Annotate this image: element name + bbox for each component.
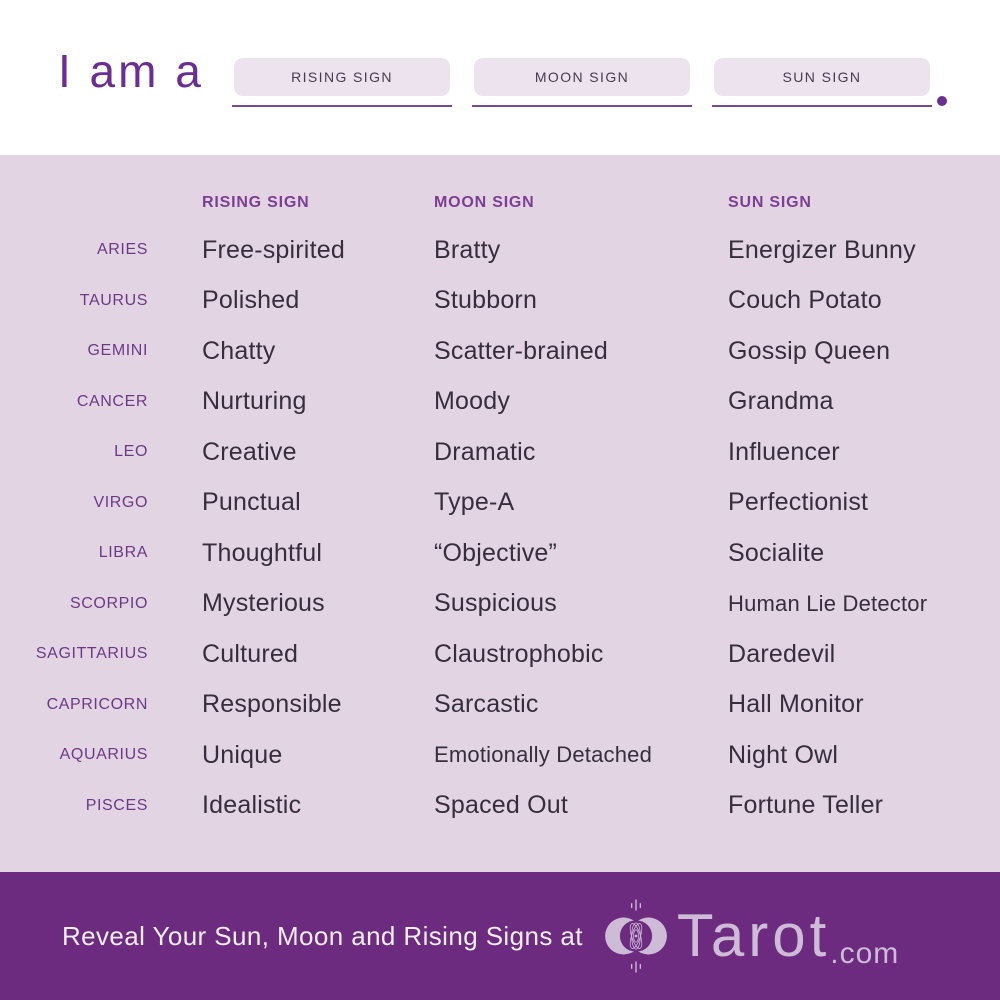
sun-trait-value: Influencer xyxy=(728,437,840,466)
sun-trait-value: Perfectionist xyxy=(728,488,869,517)
rising-trait-value: Creative xyxy=(202,437,297,466)
tarot-com-logo[interactable] xyxy=(605,896,899,976)
zodiac-sign-label: VIRGO xyxy=(93,493,148,511)
sun-trait-value: Socialite xyxy=(728,538,825,567)
table-row xyxy=(0,225,1000,276)
sun-trait-value: Grandma xyxy=(728,387,834,416)
sun-trait-value: Night Owl xyxy=(728,740,839,769)
zodiac-sign-label: GEMINI xyxy=(87,342,148,360)
moon-trait-value: Scatter-brained xyxy=(434,336,608,365)
rising-trait-value: Cultured xyxy=(202,639,299,668)
sun-trait-value: Fortune Teller xyxy=(728,791,884,820)
column-header-rising: RISING SIGN xyxy=(202,194,310,211)
table-body xyxy=(0,225,1000,831)
zodiac-sign-label: ARIES xyxy=(96,241,148,259)
table-header-row xyxy=(0,155,1000,218)
blank-underline xyxy=(712,105,932,107)
rising-trait-value: Chatty xyxy=(202,336,276,365)
zodiac-sign-label: CANCER xyxy=(76,392,148,410)
zodiac-sign-label: CAPRICORN xyxy=(46,695,148,713)
rising-trait-value: Nurturing xyxy=(202,387,307,416)
moon-trait-value: Sarcastic xyxy=(434,690,539,719)
zodiac-sign-label: PISCES xyxy=(85,796,148,814)
zodiac-sign-label: LEO xyxy=(114,443,148,461)
rising-trait-value: Polished xyxy=(202,286,300,315)
table-row xyxy=(0,377,1000,428)
rising-trait-value: Mysterious xyxy=(202,589,325,618)
sun-sign-button[interactable]: SUN SIGN xyxy=(714,58,930,96)
zodiac-sign-label: LIBRA xyxy=(98,544,148,562)
footer-cta-text: Reveal Your Sun, Moon and Rising Signs at xyxy=(62,920,583,951)
rising-sign-button[interactable]: RISING SIGN xyxy=(234,58,450,96)
rising-trait-value: Free-spirited xyxy=(202,235,345,264)
moon-trait-value: Stubborn xyxy=(434,286,538,315)
rising-trait-value: Punctual xyxy=(202,488,301,517)
sun-trait-value: Daredevil xyxy=(728,639,836,668)
slot-sun-sign xyxy=(712,58,932,107)
table-row xyxy=(0,629,1000,680)
slot-moon-sign xyxy=(472,58,692,107)
logo-domain-suffix: .com xyxy=(830,937,900,970)
sign-slot-group xyxy=(232,58,952,107)
blank-underline xyxy=(232,105,452,107)
moon-trait-value: Bratty xyxy=(434,235,501,264)
sun-trait-value: Hall Monitor xyxy=(728,690,864,719)
sun-trait-value: Gossip Queen xyxy=(728,336,891,365)
moon-trait-value: Type-A xyxy=(434,488,515,517)
table-row xyxy=(0,680,1000,731)
moon-trait-value: Dramatic xyxy=(434,437,536,466)
table-row xyxy=(0,781,1000,832)
rising-trait-value: Unique xyxy=(202,740,283,769)
blank-underline xyxy=(472,105,692,107)
moon-trait-value: Suspicious xyxy=(434,589,557,618)
moon-sign-button[interactable]: MOON SIGN xyxy=(474,58,690,96)
rising-trait-value: Idealistic xyxy=(202,791,302,820)
moon-trait-value: Spaced Out xyxy=(434,791,569,820)
table-row xyxy=(0,326,1000,377)
column-header-sun: SUN SIGN xyxy=(728,194,812,211)
rising-trait-value: Thoughtful xyxy=(202,538,323,567)
header-section xyxy=(0,0,1000,155)
moon-trait-value: “Objective” xyxy=(434,538,558,567)
table-row xyxy=(0,528,1000,579)
zodiac-sign-label: TAURUS xyxy=(79,291,148,309)
logo-wordmark: Tarot xyxy=(676,902,831,969)
moon-trait-value: Moody xyxy=(434,387,511,416)
zodiac-sign-label: SCORPIO xyxy=(70,594,148,612)
sentence-prefix: I am a xyxy=(58,45,204,97)
slot-rising-sign xyxy=(232,58,452,107)
rising-trait-value: Responsible xyxy=(202,690,342,719)
table-row xyxy=(0,276,1000,327)
sun-trait-value: Human Lie Detector xyxy=(728,590,928,616)
sun-trait-value: Couch Potato xyxy=(728,286,882,315)
footer-content xyxy=(62,872,899,1000)
moon-trait-value: Claustrophobic xyxy=(434,639,604,668)
table-row xyxy=(0,579,1000,630)
table-row xyxy=(0,730,1000,781)
table-row xyxy=(0,427,1000,478)
sun-trait-value: Energizer Bunny xyxy=(728,235,916,264)
period-dot xyxy=(937,96,947,106)
table-row xyxy=(0,478,1000,529)
zodiac-sign-label: AQUARIUS xyxy=(59,746,148,764)
zodiac-sign-label: SAGITTARIUS xyxy=(35,645,148,663)
traits-table xyxy=(0,155,1000,872)
footer-bar xyxy=(0,872,1000,1000)
double-crescent-icon xyxy=(605,896,667,976)
column-header-moon: MOON SIGN xyxy=(434,194,535,211)
moon-trait-value: Emotionally Detached xyxy=(434,742,653,768)
